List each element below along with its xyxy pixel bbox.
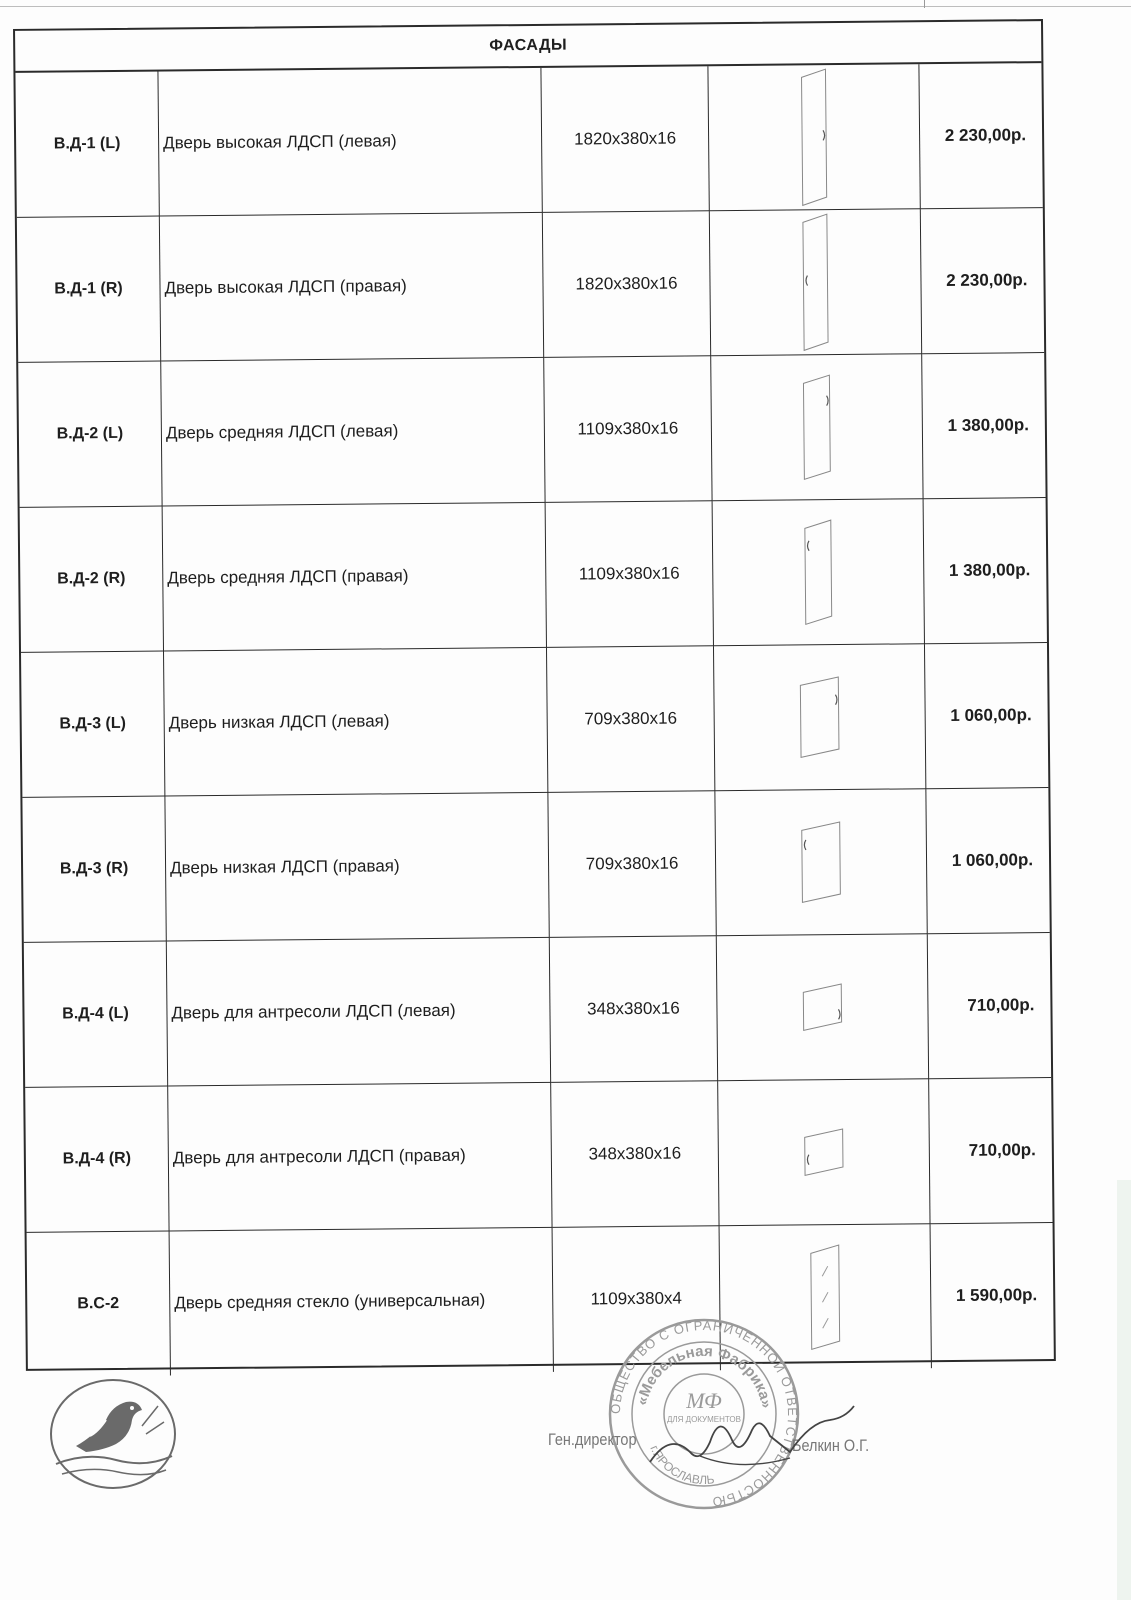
- item-code: В.Д-2 (R): [20, 506, 164, 652]
- item-price: 710,00р.: [927, 933, 1051, 1079]
- handwritten-signature: [640, 1392, 860, 1482]
- table-row: [24, 933, 1051, 1088]
- item-code: В.Д-3 (L): [21, 651, 165, 797]
- item-price: 1 590,00р.: [930, 1223, 1054, 1369]
- table-row: [25, 1078, 1052, 1233]
- item-image-cell: [718, 1079, 930, 1226]
- item-price: 1 060,00р.: [924, 643, 1048, 789]
- price-table-sheet: [13, 19, 1056, 1371]
- table-row: [20, 498, 1047, 653]
- stamp-outer-text: ОБЩЕСТВО С ОГРАНИЧЕННОЙ ОТВЕТСТВЕННОСТЬЮ: [607, 1317, 801, 1510]
- table-row: [17, 208, 1044, 363]
- item-image-cell: [711, 354, 923, 501]
- item-image-cell: [713, 644, 925, 791]
- item-size: 709x380x16: [548, 791, 716, 938]
- item-size: 1109x380x4: [552, 1226, 720, 1372]
- item-code: В.Д-3 (R): [22, 796, 166, 942]
- item-name: Дверь средняя ЛДСП (правая): [162, 502, 546, 651]
- item-code: В.Д-1 (L): [15, 72, 159, 218]
- table-row: [18, 353, 1045, 508]
- door-thumbnail-tall-left: [795, 63, 832, 211]
- item-name: Дверь средняя ЛДСП (левая): [161, 357, 545, 506]
- item-size: 348x380x16: [551, 1081, 719, 1228]
- scan-tick-mark: [924, 0, 925, 8]
- stamp-monogram: МФ: [686, 1388, 722, 1413]
- item-size: 709x380x16: [546, 646, 714, 793]
- door-thumbnail-low-left: [794, 671, 845, 763]
- table-row: [21, 643, 1048, 798]
- door-thumbnail-medium-left: [797, 369, 836, 485]
- signatory-name: Белкин О.Г.: [792, 1436, 870, 1455]
- table-row: [15, 63, 1042, 217]
- item-name: Дверь для антресоли ЛДСП (левая): [166, 937, 550, 1086]
- item-size: 1109x380x16: [545, 501, 713, 648]
- item-image-cell: [716, 934, 928, 1081]
- item-name: Дверь высокая ЛДСП (левая): [158, 68, 542, 216]
- bird-logo: [46, 1376, 180, 1492]
- item-size: 1820x380x16: [542, 211, 710, 358]
- table-row: [27, 1223, 1054, 1377]
- door-thumbnail-mezzanine-left: [797, 978, 848, 1036]
- item-code: В.Д-2 (L): [18, 361, 162, 507]
- stamp-city: г.ЯРОСЛАВЛЬ: [647, 1443, 716, 1488]
- scan-top-edge: [0, 0, 1131, 7]
- table-body: [15, 63, 1053, 1377]
- item-code: В.Д-1 (R): [17, 216, 161, 362]
- section-title: ФАСАДЫ: [15, 21, 1041, 73]
- item-price: 1 380,00р.: [922, 353, 1046, 499]
- signatory-position: Ген.директор: [548, 1430, 637, 1449]
- item-name: Дверь низкая ЛДСП (правая): [165, 792, 549, 941]
- item-code: В.С-2: [27, 1231, 171, 1377]
- item-price: 2 230,00р.: [919, 63, 1043, 209]
- item-price: 1 380,00р.: [923, 498, 1047, 644]
- item-name: Дверь средняя стекло (универсальная): [169, 1227, 553, 1375]
- stamp-inner-text: «Мебельная Фабрика»: [633, 1342, 775, 1410]
- door-thumbnail-medium-right: [799, 514, 838, 630]
- facades-table: [15, 63, 1053, 1377]
- door-thumbnail-tall-right: [797, 208, 834, 356]
- item-name: Дверь низкая ЛДСП (левая): [164, 647, 548, 796]
- item-image-cell: [715, 789, 927, 936]
- item-size: 348x380x16: [549, 936, 717, 1083]
- item-size: 1820x380x16: [541, 66, 709, 212]
- stamp-center-text: ДЛЯ ДОКУМЕНТОВ: [666, 1415, 742, 1424]
- table-row: [22, 788, 1049, 943]
- item-image-cell: [708, 64, 920, 211]
- door-thumbnail-mezzanine-right: [799, 1123, 850, 1181]
- item-code: В.Д-4 (R): [25, 1086, 169, 1232]
- item-image-cell: [709, 209, 921, 356]
- item-image-cell: [712, 499, 924, 646]
- door-thumbnail-low-right: [796, 816, 847, 908]
- item-name: Дверь высокая ЛДСП (правая): [159, 212, 543, 361]
- item-price: 1 060,00р.: [926, 788, 1050, 934]
- item-code: В.Д-4 (L): [24, 941, 168, 1087]
- item-name: Дверь для антресоли ЛДСП (правая): [168, 1082, 552, 1231]
- scan-right-edge: [1117, 1180, 1131, 1600]
- item-size: 1109x380x16: [544, 356, 712, 503]
- door-thumbnail-glass: [805, 1239, 846, 1355]
- item-price: 2 230,00р.: [920, 208, 1044, 354]
- item-price: 710,00р.: [929, 1078, 1053, 1224]
